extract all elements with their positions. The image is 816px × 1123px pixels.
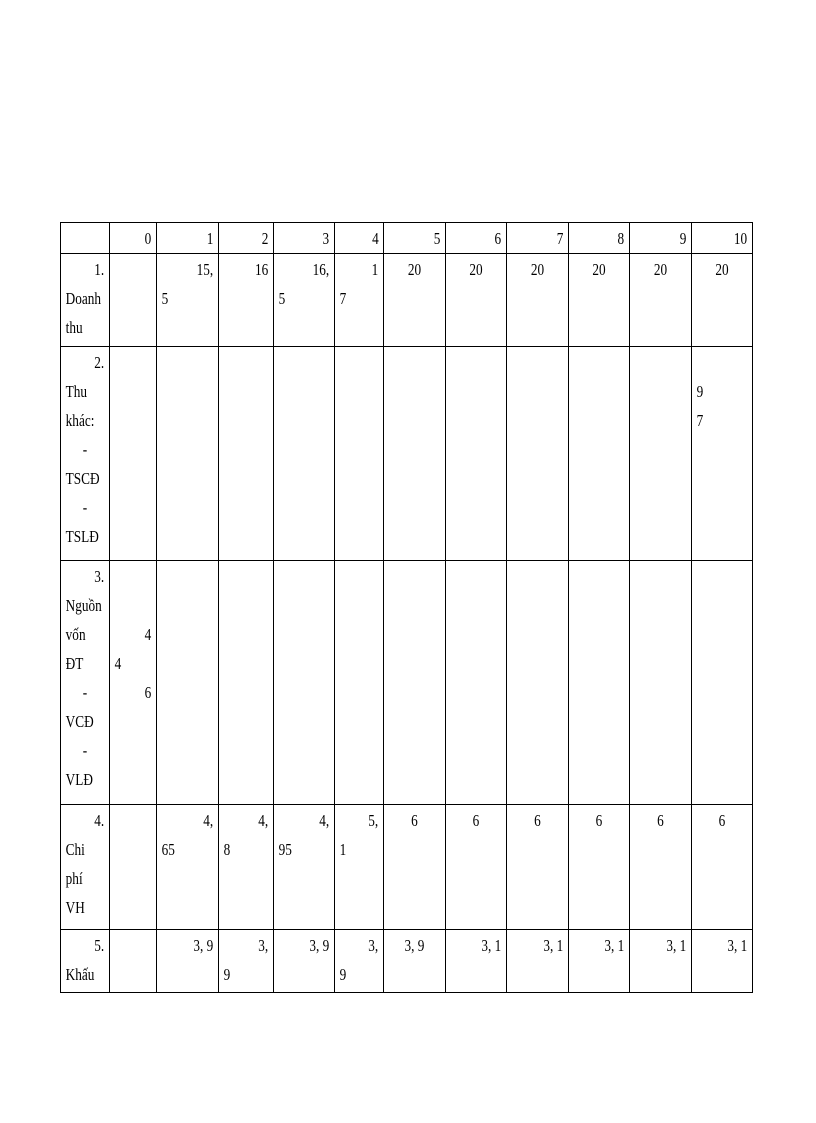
row-label-line: VH [65, 898, 85, 917]
cell-value: 7 [339, 289, 347, 308]
row-label-line: 2. [94, 353, 105, 372]
table-cell [274, 561, 335, 805]
row-label-line: phí [65, 869, 83, 888]
cell-value: 8 [223, 840, 231, 859]
header-label: 5 [433, 229, 441, 248]
table-cell [384, 347, 446, 561]
table-cell [692, 930, 753, 993]
table-cell [274, 805, 335, 930]
cell-value: 16, [312, 260, 330, 279]
table-cell [630, 805, 692, 930]
row-label-line: - [82, 741, 88, 760]
cell-value: 6 [718, 811, 726, 830]
cell-value: 6 [657, 811, 664, 830]
row-label-line: Doanh [65, 289, 102, 308]
cell-value: 5 [161, 289, 169, 308]
table-row [61, 561, 753, 805]
table-cell [219, 930, 274, 993]
table-cell [507, 561, 569, 805]
header-label: 3 [322, 229, 330, 248]
cell-value: 3, 9 [404, 936, 425, 955]
cell-value: 6 [534, 811, 541, 830]
table-cell [569, 254, 630, 347]
row-label-line: 1. [94, 260, 105, 279]
table-cell [219, 347, 274, 561]
cell-value: 3, 1 [666, 936, 687, 955]
row-label-line: - [82, 440, 88, 459]
table-cell [630, 254, 692, 347]
cell-value: 4, [203, 811, 214, 830]
cell-value: 15, [196, 260, 214, 279]
cell-value: 5 [278, 289, 286, 308]
header-cell [507, 223, 569, 254]
row-label-line: Nguồn [65, 596, 102, 615]
header-cell [630, 223, 692, 254]
table-cell [692, 347, 753, 561]
cell-value: 6 [411, 811, 418, 830]
table-cell [507, 805, 569, 930]
table-cell [507, 347, 569, 561]
table-row [61, 347, 753, 561]
header-cell [61, 223, 110, 254]
table-cell [507, 930, 569, 993]
cell-value: 3, [258, 936, 269, 955]
cell-value: 65 [161, 840, 175, 859]
header-cell [446, 223, 507, 254]
table-cell [157, 347, 219, 561]
row-label-line: Khấu [65, 965, 95, 984]
header-cell [219, 223, 274, 254]
cell-value: 5, [368, 811, 379, 830]
table-cell [569, 561, 630, 805]
header-cell [274, 223, 335, 254]
row-label-line: VCĐ [65, 712, 94, 731]
cell-value: 6 [595, 811, 603, 830]
cell-value: 1 [371, 260, 379, 279]
data-table [60, 222, 753, 993]
cell-value: 3, 1 [543, 936, 564, 955]
table-cell [110, 805, 157, 930]
cell-value: 20 [407, 260, 422, 279]
table-cell [630, 930, 692, 993]
row-label-line: TSCĐ [65, 469, 100, 488]
header-label: 6 [494, 229, 502, 248]
header-label: 0 [144, 229, 152, 248]
table-cell [630, 347, 692, 561]
cell-value: 95 [278, 840, 292, 859]
cell-value: 9 [223, 965, 231, 984]
table-cell [569, 805, 630, 930]
table-cell [335, 347, 384, 561]
row-label-line: - [82, 498, 88, 517]
header-label: 10 [734, 229, 748, 248]
row-label-line: Thu [65, 382, 88, 401]
table-cell [335, 930, 384, 993]
header-label: 8 [617, 229, 625, 248]
table-cell [335, 561, 384, 805]
row-label-line: Chi [65, 840, 85, 859]
row-label-cell [61, 805, 110, 930]
table-cell [110, 347, 157, 561]
row-label-cell [61, 930, 110, 993]
cell-value: 7 [696, 411, 704, 430]
cell-value: 3, 9 [193, 936, 214, 955]
cell-value: 20 [653, 260, 668, 279]
cell-value: 1 [339, 840, 347, 859]
cell-value [697, 348, 748, 377]
cell-value: 3, 1 [604, 936, 625, 955]
header-cell [335, 223, 384, 254]
row-label-line: ĐT [65, 654, 84, 673]
cell-value: 4 [114, 654, 122, 673]
table-cell [446, 805, 507, 930]
table-cell [335, 254, 384, 347]
table-cell [692, 254, 753, 347]
table-row [61, 254, 753, 347]
row-label-line: khác: [65, 411, 95, 430]
cell-value: 3, 9 [309, 936, 330, 955]
cell-value: 9 [339, 965, 347, 984]
table-cell [692, 805, 753, 930]
header-label: 7 [556, 229, 564, 248]
table-cell [274, 347, 335, 561]
table-cell [446, 930, 507, 993]
table-cell [507, 254, 569, 347]
header-label: 4 [371, 229, 379, 248]
cell-value: 6 [144, 683, 152, 702]
row-label-line: 3. [94, 567, 105, 586]
table-cell [157, 805, 219, 930]
row-label-line: 4. [94, 811, 105, 830]
cell-value: 4, [319, 811, 330, 830]
table-cell [157, 561, 219, 805]
table-cell [157, 254, 219, 347]
cell-value: 20 [592, 260, 606, 279]
cell-value: 20 [530, 260, 545, 279]
table-cell [384, 805, 446, 930]
header-cell [569, 223, 630, 254]
table-cell [446, 254, 507, 347]
table-cell [110, 930, 157, 993]
table-cell [384, 930, 446, 993]
cell-value: 3, [368, 936, 379, 955]
table-cell [335, 805, 384, 930]
table-cell [569, 347, 630, 561]
row-label-line: VLĐ [65, 770, 93, 789]
header-cell [157, 223, 219, 254]
table-cell [219, 561, 274, 805]
table-cell [692, 561, 753, 805]
table-cell [384, 561, 446, 805]
table-cell [274, 254, 335, 347]
cell-value: 20 [715, 260, 729, 279]
header-cell [384, 223, 446, 254]
table-cell [446, 561, 507, 805]
table-cell [219, 805, 274, 930]
cell-value [115, 562, 152, 591]
table-cell [274, 930, 335, 993]
table-row [61, 805, 753, 930]
header-label: 9 [679, 229, 687, 248]
header-label: 1 [206, 229, 214, 248]
table-cell [630, 561, 692, 805]
row-label-cell [61, 254, 110, 347]
cell-value: 20 [469, 260, 483, 279]
row-label-cell [61, 561, 110, 805]
table-cell [384, 254, 446, 347]
header-row [61, 223, 753, 254]
table-cell [569, 930, 630, 993]
header-label: 2 [261, 229, 269, 248]
cell-value: 16 [254, 260, 269, 279]
row-label-line: thu [65, 318, 83, 337]
row-label-line: vốn [65, 625, 86, 644]
row-label-cell [61, 347, 110, 561]
table-cell [157, 930, 219, 993]
cell-value [115, 591, 152, 620]
cell-value: 4 [144, 625, 152, 644]
table-cell [110, 254, 157, 347]
cell-value: 3, 1 [481, 936, 502, 955]
table-cell [110, 561, 157, 805]
header-cell [692, 223, 753, 254]
cell-value: 6 [472, 811, 480, 830]
cell-value: 9 [696, 382, 704, 401]
row-label-line: TSLĐ [65, 527, 99, 546]
table-cell [446, 347, 507, 561]
cell-value: 3, 1 [727, 936, 748, 955]
header-cell [110, 223, 157, 254]
table-cell [219, 254, 274, 347]
table-row [61, 930, 753, 993]
header-label [61, 223, 109, 224]
cell-value: 4, [258, 811, 269, 830]
row-label-line: 5. [94, 936, 105, 955]
row-label-line: - [82, 683, 88, 702]
